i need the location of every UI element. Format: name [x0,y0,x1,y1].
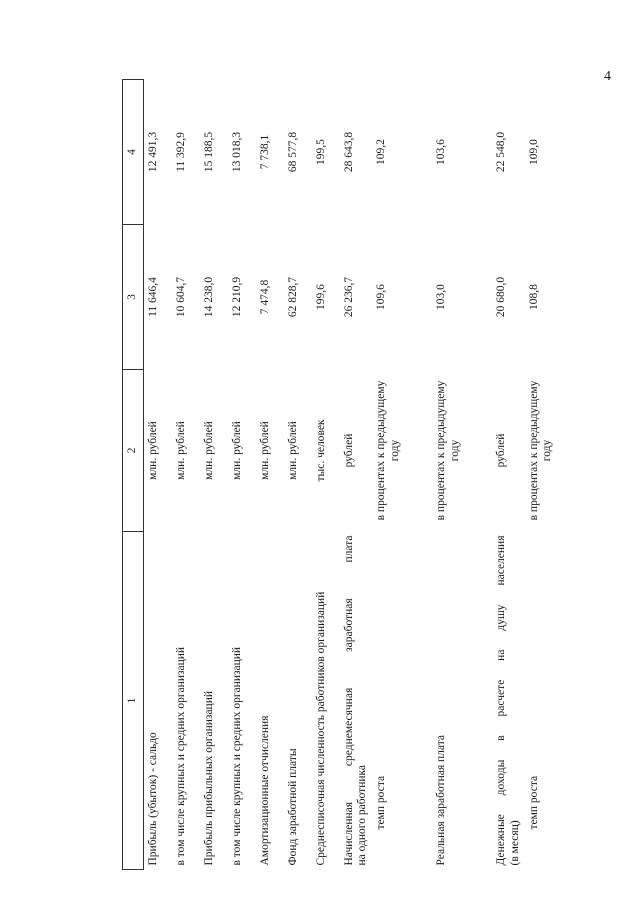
row-unit: тыс. человек [315,419,327,482]
row-value-col4: 7 738,1 [259,134,271,170]
row-value-col3: 11 646,4 [147,277,159,317]
table-row [340,80,372,870]
row-value-col4: 68 577,8 [287,131,299,173]
row-label [492,532,524,870]
row-unit: рублей [343,433,355,468]
row-value-col3: 12 210,9 [231,276,243,318]
row-value-col3: 14 238,0 [203,276,215,318]
table-row [372,80,432,870]
row-unit: млн. рублей [287,421,299,480]
column-header-3: 3 [123,225,144,370]
row-value-col4: 28 643,8 [343,131,355,173]
table-row [200,80,228,870]
row-label-continuation: на одного работника [356,764,369,866]
statistics-table [122,79,585,870]
table-row [525,80,585,870]
column-header-2: 2 [123,370,144,532]
row-value-col4: 15 188,5 [203,131,215,173]
row-label: в том числе крупных и средних организаций [231,646,243,866]
page-number: 4 [604,69,611,84]
row-unit: в процентах к предыдущему году [375,380,401,521]
row-unit: млн. рублей [175,421,187,480]
row-label: Фонд заработной платы [287,748,299,866]
table-row [432,80,492,870]
row-unit: рублей [495,433,508,468]
table-row [492,80,524,870]
table-row [144,80,173,870]
row-value-col4: 109,0 [527,139,540,165]
row-value-col3: 199,6 [315,284,327,310]
table-header-row [123,80,144,870]
row-value-col3: 7 474,8 [259,279,271,315]
row-value-col4: 103,6 [435,139,448,165]
row-value-col3: 26 236,7 [343,276,355,318]
row-label-continuation: (в месяц) [508,820,521,866]
row-unit: млн. рублей [203,421,215,480]
table-row [172,80,200,870]
table-row [284,80,312,870]
table-row [256,80,284,870]
row-value-col4: 199,5 [315,139,327,165]
row-label: Амортизационные отчисления [259,715,271,866]
row-value-col4: 11 392,9 [175,132,187,172]
row-value-col4: 109,2 [375,139,388,165]
row-unit: в процентах к предыдущему году [435,380,461,521]
row-value-col3: 62 828,7 [287,276,299,318]
row-label: темп роста [375,775,388,830]
row-unit: млн. рублей [147,421,159,480]
column-header-1: 1 [123,532,144,870]
row-label: Реальная заработная плата [435,735,448,866]
table-row [312,80,340,870]
row-label: Среднесписочная численность работников организаций [315,591,327,866]
row-unit: млн. рублей [259,421,271,480]
table-row [228,80,256,870]
rotated-page-content [122,80,567,870]
row-value-col3: 10 604,7 [175,276,187,318]
row-value-col3: 108,8 [527,284,540,310]
row-value-col4: 22 548,0 [495,131,508,173]
row-label-main: Денежные доходы в расчете на душу населения [495,535,508,866]
row-label: Прибыль прибыльных организаций [203,690,215,866]
row-unit: млн. рублей [231,421,243,480]
row-value-col3: 109,6 [375,284,388,310]
row-value-col3: 20 680,0 [495,276,508,318]
row-label: в том числе крупных и средних организаций [175,646,187,866]
row-label: темп роста [527,775,540,830]
row-label: Прибыль (убыток) - сальдо [147,732,159,866]
row-value-col4: 13 018,3 [231,131,243,173]
row-value-col4: 12 491,3 [147,131,159,173]
row-label [340,532,372,870]
row-value-col3: 103,0 [435,284,448,310]
column-header-4: 4 [123,80,144,225]
row-label-main: Начисленная среднемесячная заработная плата [343,535,355,866]
row-unit: в процентах к предыдущему году [527,380,554,521]
